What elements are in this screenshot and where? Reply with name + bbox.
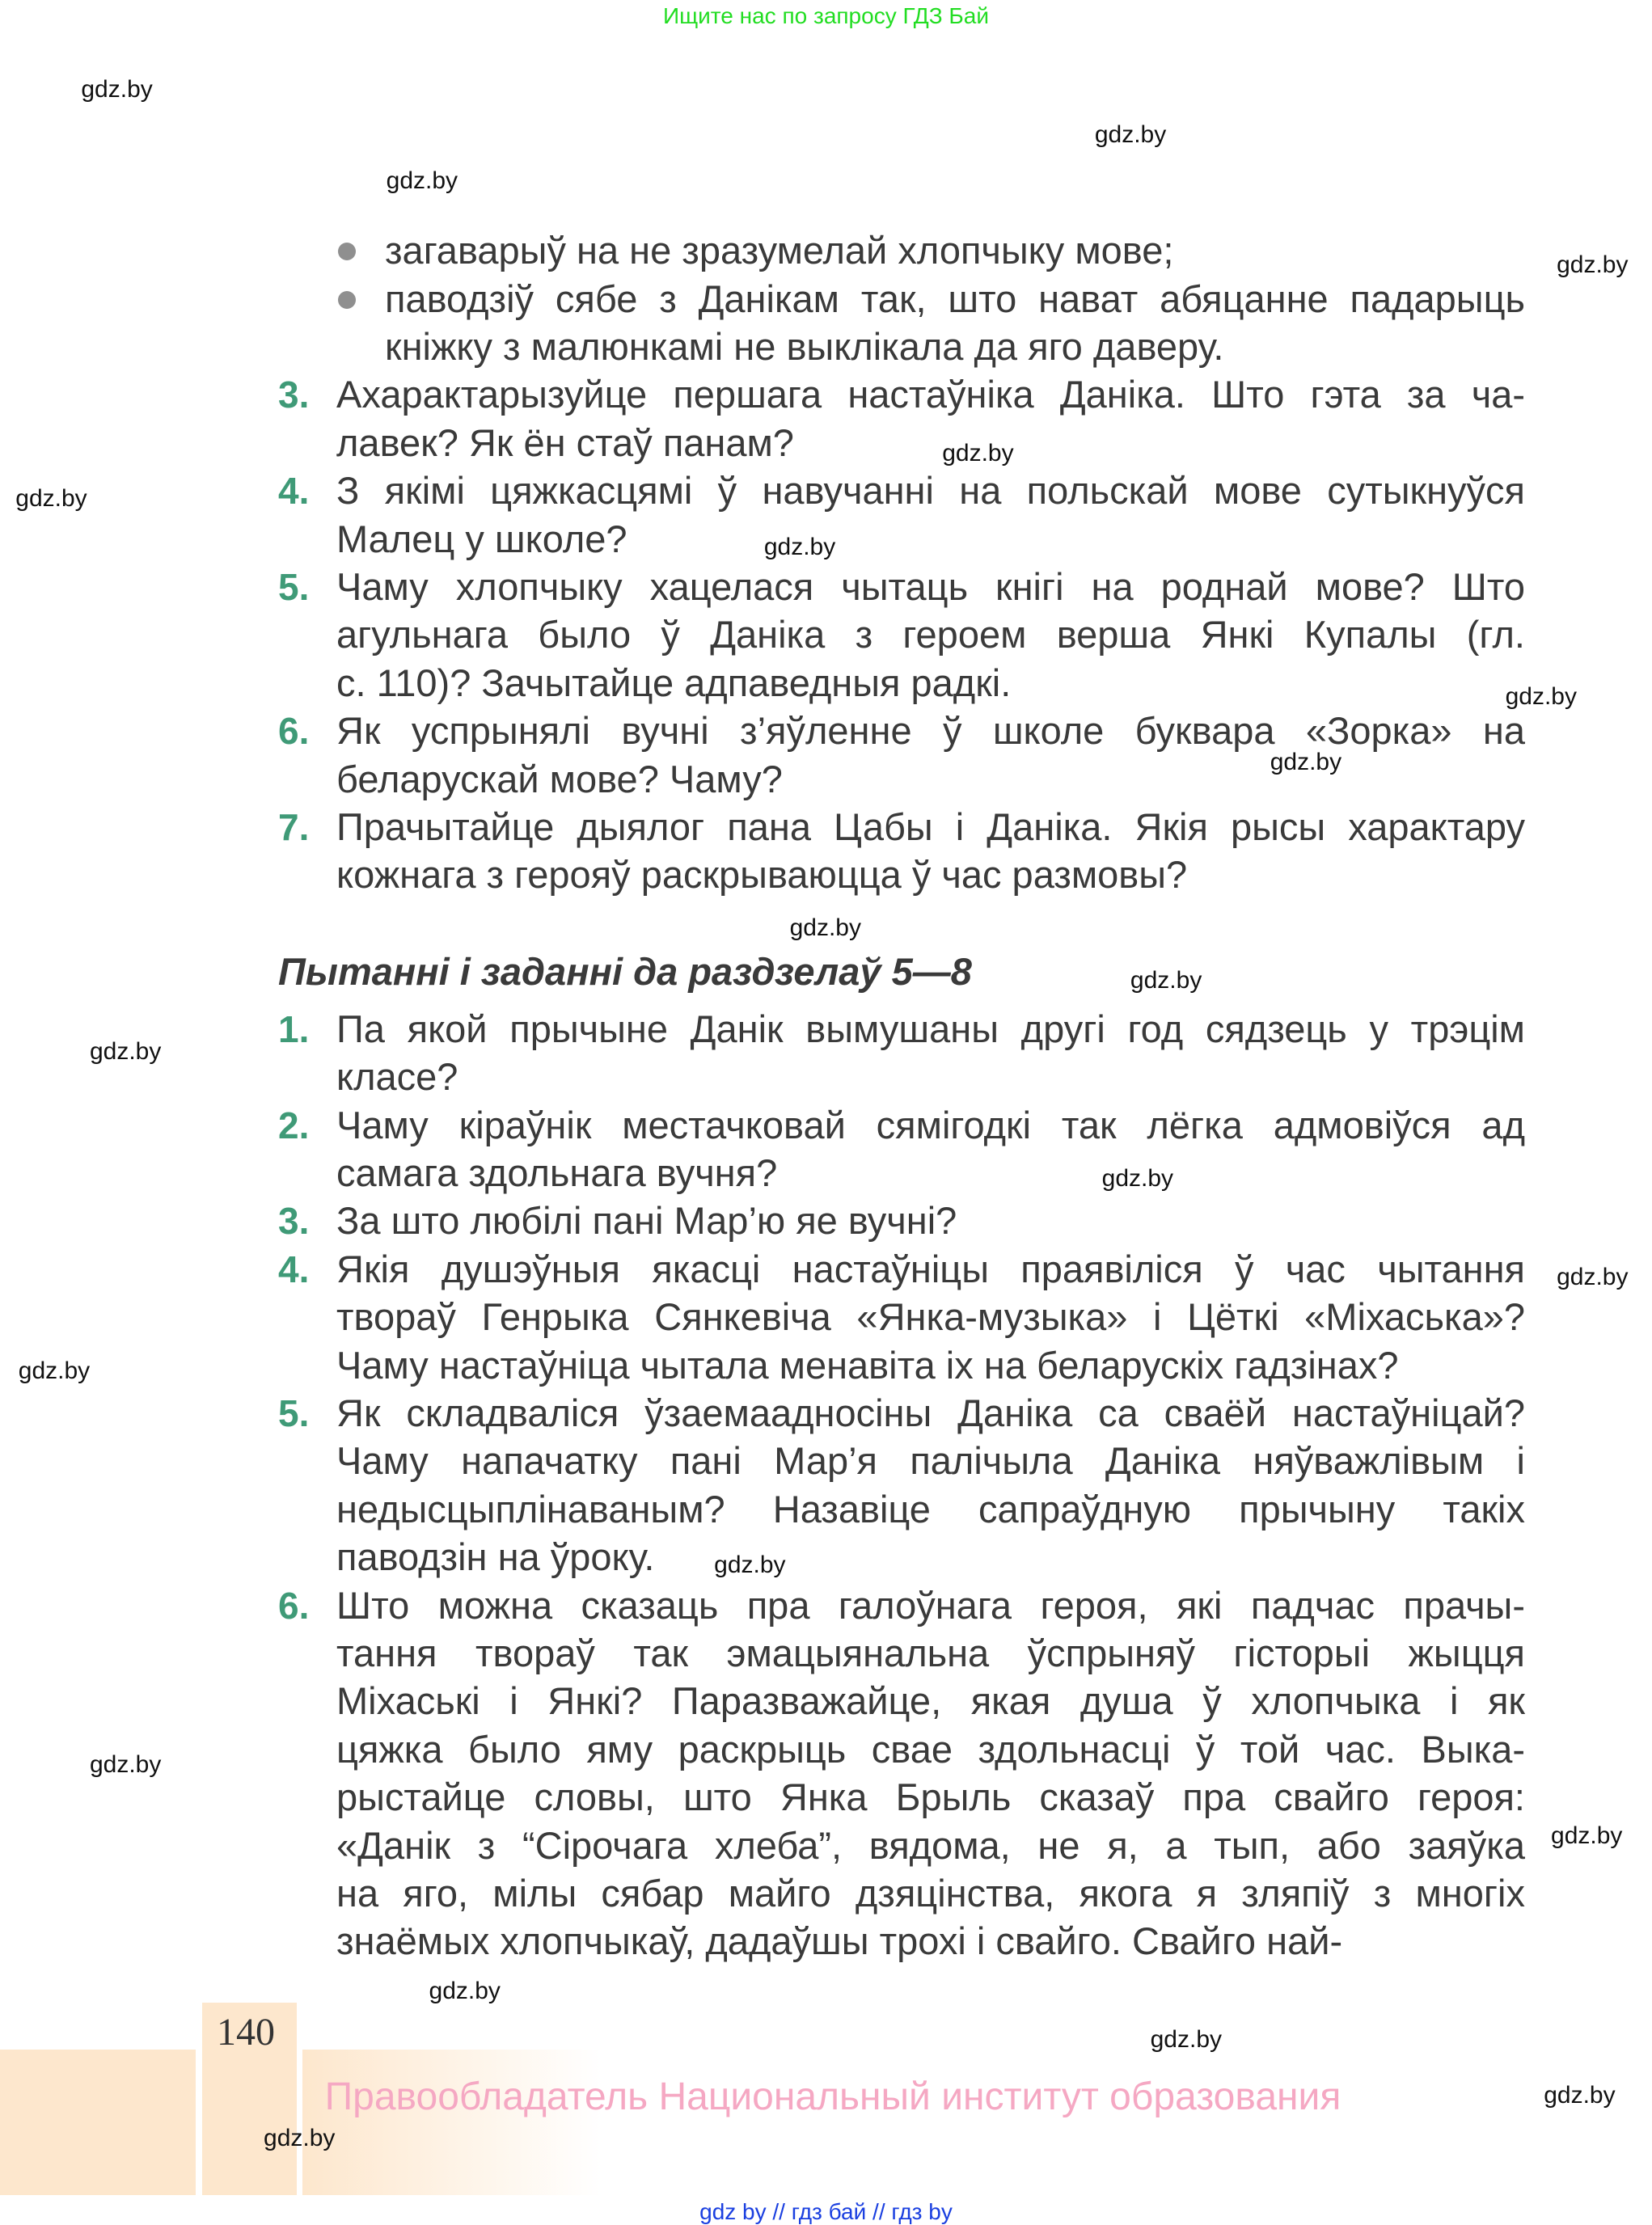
question-text-line: Што можна сказаць пра галоўнага героя, які падчас прачы- xyxy=(336,1583,1525,1627)
bullet-icon xyxy=(338,243,356,260)
question-text-line: рыстайце словы, што Янка Брыль сказаў пра свайго героя: xyxy=(336,1775,1525,1819)
question-text-line: тання твораў так эмацыянальна ўспрыняў гісторыі жыцця xyxy=(336,1632,1525,1675)
question-text-line: Як успрынялі вучні з’яўленне ў школе буквара «Зорка» на xyxy=(336,709,1525,753)
question-text-line: Якія душэўныя якасці настаўніцы праявіліся ў час чытання xyxy=(336,1247,1525,1290)
question-number: 4. xyxy=(278,470,310,513)
question-text-line: самага здольнага вучня? xyxy=(336,1151,778,1195)
question-text-line: Чаму хлопчыку хацелася чытаць кнігі на роднай мове? Што xyxy=(336,565,1525,609)
gdz-watermark: gdz.by xyxy=(1270,749,1342,776)
gdz-watermark: gdz.by xyxy=(18,1357,91,1384)
question-number: 6. xyxy=(278,710,310,753)
page-number: 140 xyxy=(217,2011,275,2054)
gdz-watermark: gdz.by xyxy=(1130,966,1202,994)
gdz-watermark: gdz.by xyxy=(1551,1822,1623,1849)
question-text-line: класе? xyxy=(336,1055,458,1099)
gdz-watermark: gdz.by xyxy=(429,1977,501,2004)
question-number: 7. xyxy=(278,806,310,849)
question-number: 5. xyxy=(278,566,310,609)
question-text-line: твораў Генрыка Сянкевіча «Янка-музыка» і Цёткі «Міхаська»? xyxy=(336,1295,1525,1339)
gdz-watermark: gdz.by xyxy=(763,533,836,560)
footer-decor-block xyxy=(0,2050,196,2195)
question-number: 2. xyxy=(278,1104,310,1146)
gdz-watermark: gdz.by xyxy=(1150,2025,1223,2053)
gdz-watermark: gdz.by xyxy=(81,76,153,103)
gdz-watermark: gdz.by xyxy=(1557,1263,1629,1290)
question-text-line: Як складваліся ўзаемаадносіны Даніка са сваёй настаўніцай? xyxy=(336,1391,1525,1435)
question-text-line: За што любілі пані Мар’ю яе вучні? xyxy=(336,1199,957,1243)
question-text-line: кожнага з герояў раскрываюцца ў час размовы? xyxy=(336,853,1188,897)
gdz-watermark: gdz.by xyxy=(89,1750,162,1778)
gdz-watermark: gdz.by xyxy=(1505,683,1577,711)
bullet-text-line: загаварыў на не зразумелай хлопчыку мове; xyxy=(385,229,1174,272)
top-search-note: Ищите нас по запросу ГДЗ Бай xyxy=(662,3,990,28)
question-text-line: З якімі цяжкасцямі ў навучанні на польскай мове сутыкнуўся xyxy=(336,469,1525,513)
question-text-line: беларускай мове? Чаму? xyxy=(336,757,783,800)
gdz-watermark: gdz.by xyxy=(1094,121,1167,149)
gdz-watermark: gdz.by xyxy=(15,485,87,513)
question-text-line: Прачытайце дыялог пана Цабы і Даніка. Якія рысы характару xyxy=(336,805,1525,849)
bottom-links[interactable]: gdz by // гдз бай // гдз by xyxy=(699,2199,953,2224)
gdz-watermark: gdz.by xyxy=(386,167,458,194)
gdz-watermark: gdz.by xyxy=(714,1551,786,1578)
question-number: 3. xyxy=(278,1200,310,1243)
question-text-line: паводзін на ўроку. xyxy=(336,1535,655,1579)
question-text-line: на яго, мілы сябар майго дзяцінства, якога я зляпіў з многіх xyxy=(336,1872,1525,1915)
question-text-line: с. 110)? Зачытайце адпаведныя радкі. xyxy=(336,661,1012,704)
gdz-watermark: gdz.by xyxy=(942,439,1014,467)
footer-gradient-block xyxy=(302,2050,602,2195)
rights-holder-text: Правообладатель Национальный институт образования xyxy=(324,2075,1341,2118)
question-text-line: «Данік з “Сірочага хлеба”, вядома, не я, а тып, або заяўка xyxy=(336,1823,1525,1867)
question-number: 4. xyxy=(278,1248,310,1290)
question-text-line: Ахарактарызуйце першага настаўніка Даніка. Што гэта за ча- xyxy=(336,373,1525,416)
question-text-line: Чаму напачатку пані Мар’я палічыла Даніка няўважлівым і xyxy=(336,1439,1525,1483)
section-heading: Пытанні і заданні да раздзелаў 5—8 xyxy=(278,950,972,994)
question-number: 1. xyxy=(278,1007,310,1050)
gdz-watermark: gdz.by xyxy=(264,2124,336,2151)
bullet-text-line: кніжку з малюнкамі не выклікала да яго даверу. xyxy=(385,325,1224,369)
question-text-line: цяжка было яму раскрыць свае здольнасці ў той час. Выка- xyxy=(336,1727,1525,1771)
question-text-line: Чаму кіраўнік местачковай сямігодкі так лёгка адмовіўся ад xyxy=(336,1103,1525,1146)
bullet-icon xyxy=(338,291,356,309)
question-text-line: лавек? Як ён стаў панам? xyxy=(336,420,794,464)
question-text-line: Чаму настаўніца чытала менавіта іх на беларускіх гадзінах? xyxy=(336,1343,1399,1387)
gdz-watermark: gdz.by xyxy=(1544,2081,1616,2109)
bullet-text-line: паводзіў сябе з Данікам так, што нават абяцанне падарыць xyxy=(385,277,1525,320)
question-number: 5. xyxy=(278,1392,310,1435)
gdz-watermark: gdz.by xyxy=(1557,251,1629,278)
question-number: 6. xyxy=(278,1584,310,1627)
gdz-watermark: gdz.by xyxy=(789,914,861,941)
question-text-line: Міхаські і Янкі? Паразважайце, якая душа ў хлопчыка і як xyxy=(336,1679,1525,1723)
question-text-line: Па якой прычыне Данік вымушаны другі год сядзець у трэцім xyxy=(336,1007,1525,1050)
question-text-line: Малец у школе? xyxy=(336,517,627,560)
question-text-line: агульнага было ў Даніка з героем верша Янкі Купалы (гл. xyxy=(336,613,1525,657)
question-number: 3. xyxy=(278,374,310,416)
question-text-line: знаёмых хлопчыкаў, дадаўшы трохі і свайго. Свайго най- xyxy=(336,1919,1343,1963)
gdz-watermark: gdz.by xyxy=(1101,1165,1174,1192)
gdz-watermark: gdz.by xyxy=(89,1038,162,1066)
question-text-line: недысцыплінаваным? Назавіце сапраўдную прычыну такіх xyxy=(336,1487,1525,1530)
